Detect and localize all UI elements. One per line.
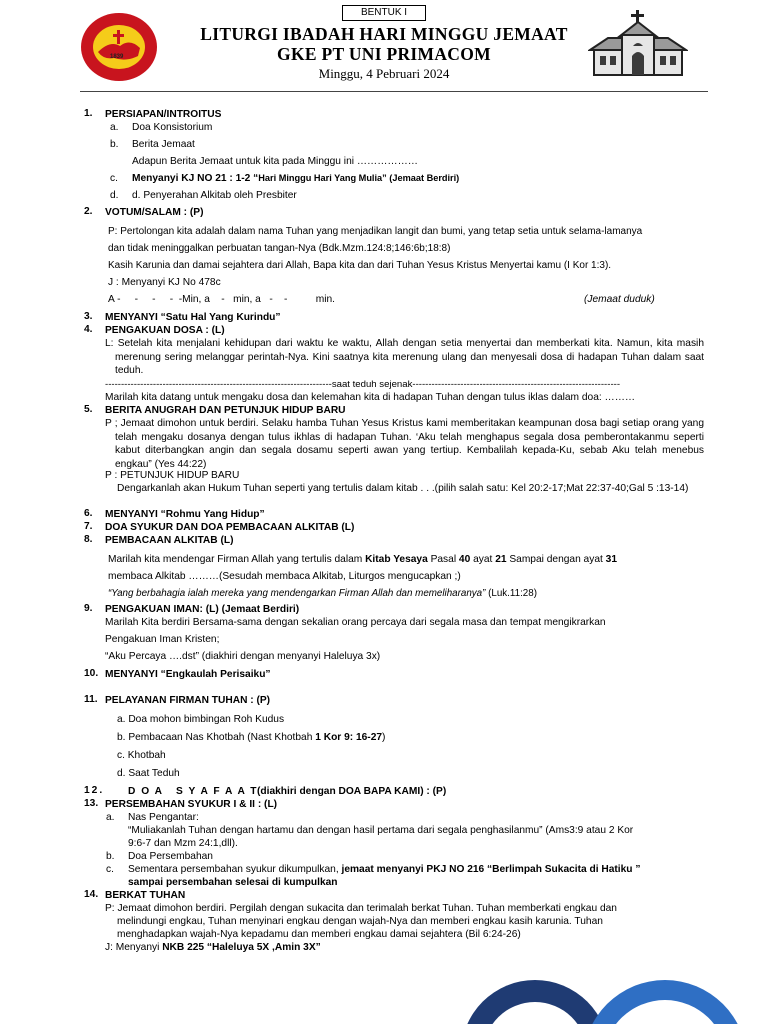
section-4-title: PENGAKUAN DOSA : (L) [105,325,225,336]
section-12-title: D O A S Y A F A A T [128,786,258,797]
s5-p2-text: Dengarkanlah akan Hukum Tuhan seperti yang tertulis dalam kitab . . .(pilih salah satu: Kel 20:2-17;Mat 22:37-40;Gal 5 :13-14) [117,483,689,494]
s14-p2: melindungi engkau, Tuhan menyinari engkau dengan wajah-Nya dan memberi engkau kasih karunia. Tuhan [117,916,603,927]
section-13-number: 13. [84,798,99,809]
section-3-title: MENYANYI “Satu Hal Yang Kurindu” [105,312,281,323]
section-8-title: PEMBACAAN ALKITAB (L) [105,535,234,546]
s2-p1: P: Pertolongan kita adalah dalam nama Tuhan yang menjadikan langit dan bumi, yang tetap setia untuk selama-lamanya [108,226,643,237]
s1-d-text: d. Penyerahan Alkitab oleh Presbiter [132,190,297,201]
decorative-wave-graphic [455,972,768,1024]
title-line-1: LITURGI IBADAH HARI MINGGU JEMAAT [200,24,568,44]
s1-c-marker: c. [110,173,118,184]
s1-a-text: Doa Konsistorium [132,122,213,133]
s2-amin-note: (Jemaat duduk) [584,294,655,305]
s13-c-marker: c. [106,864,114,875]
logo-year: 1839 [110,54,124,60]
section-13-title: PERSEMBAHAN SYUKUR I & II : (L) [105,799,278,810]
s14-p1: P: Jemaat dimohon berdiri. Pergilah dengan sukacita dan terimalah berkat Tuhan. Tuhan memberkati engkau dan [105,903,617,914]
section-8-number: 8. [84,534,93,545]
s9-l1: Marilah Kita berdiri Bersama-sama dengan sekalian orang percaya dari segala masa dan tempat mengikrarkan [105,617,606,628]
section-9-number: 9. [84,603,93,614]
s4-l-text: L: Setelah kita menjalani kehidupan dari waktu ke waktu, Allah dengan setia menyertai dan memberkati kita. Namun, kita masih merenung sering melanggar perintah-Nya. Kini saatnya kita merenung ulang dan menyesali dosa di hadapan Tuhan dalam saat teduh. [105,338,704,376]
section-4-number: 4. [84,324,93,335]
s9-l3: “Aku Percaya ….dst” (diakhiri dengan menyanyi Haleluya 3x) [105,651,381,662]
section-5-number: 5. [84,404,93,415]
s1-b-text: Berita Jemaat [132,139,195,150]
s5-p2-label: P : PETUNJUK HIDUP BARU [105,470,240,481]
s13-a-quote2: 9:6-7 dan Mzm 24:1,dll). [128,838,238,849]
section-6-number: 6. [84,508,93,519]
s13-b-marker: b. [106,851,115,862]
s8-l2: membaca Alkitab ………(Sesudah membaca Alkitab, Liturgos mengucapkan ;) [108,571,461,582]
section-6-title: MENYANYI “Rohmu Yang Hidup” [105,509,265,520]
s1-b-marker: b. [110,139,119,150]
s2-j: J : Menyanyi KJ No 478c [108,277,221,288]
s14-p3: menghadapkan wajah-Nya kepadamu dan memberi engkau damai sejahtera (Bil 6:24-26) [117,929,521,940]
s2-p2: dan tidak meninggalkan perbuatan tangan-Nya (Bdk.Mzm.124:8;146:6b;18:8) [108,243,451,254]
s9-l2: Pengakuan Iman Kristen; [105,634,220,645]
s14-j: J: Menyanyi NKB 225 “Haleluya 5X ,Amin 3X” [105,942,321,953]
section-2-number: 2. [84,206,93,217]
s13-a-text: Nas Pengantar: [128,812,199,823]
s1-a-marker: a. [110,122,119,133]
s5-p-text: P ; Jemaat dimohon untuk berdiri. Selaku hamba Tuhan Yesus Kristus kami memberitakan keampunan dosa bagi setiap orang yang telah mengaku dosanya dengan tulus ikhlas di hadapan Tuhan. ‘Aku telah menghapus segala dosa pemberontakanmu seperti kabut diterbangkan angin dan segala dosamu seperti awan yang tertiup. Kembalilah kepada-Ku, sebab Aku telah menebus engkau” (Yes 44:22) [105,418,704,470]
section-7-title: DOA SYUKUR DAN DOA PEMBACAAN ALKITAB (L) [105,522,355,533]
s11-a: a. Doa mohon bimbingan Roh Kudus [117,714,285,725]
s8-l1: Marilah kita mendengar Firman Allah yang tertulis dalam Kitab Yesaya Pasal 40 ayat 21 Sampai dengan ayat 31 [108,554,617,565]
s4-divider: -----------------------------------------------------------------------saat teduh sejenak----------------------------------------------------------------- [105,379,621,390]
s8-l3: “Yang berbahagia ialah mereka yang mendengarkan Firman Allah dan memeliharanya” (Luk.11:28) [108,588,537,599]
church-building-icon [588,10,688,78]
section-10-number: 10. [84,668,99,679]
section-14-number: 14. [84,889,99,900]
form-label: BENTUK I [342,5,426,21]
section-7-number: 7. [84,521,93,532]
s1-d-marker: d. [110,190,119,201]
section-2-title: VOTUM/SALAM : (P) [105,207,204,218]
section-1-number: 1. [84,108,93,119]
s2-amin: A - - - - -Min, a - min, a - - min. [108,294,335,305]
section-12-number: 12. [84,785,105,796]
section-3-number: 3. [84,311,93,322]
section-9-title: PENGAKUAN IMAN: (L) (Jemaat Berdiri) [105,604,300,615]
header-divider [80,91,708,92]
s13-a-quote1: “Muliakanlah Tuhan dengan hartamu dan dengan hasil pertama dari segala penghasilanmu” (Ams3:9 atau 2 Kor [128,825,634,836]
s13-c-text-2: sampai persembahan selesai di kumpulkan [128,877,338,888]
s1-c-text: Menyanyi KJ NO 21 : 1-2 “Hari Minggu Hari Yang Mulia” (Jemaat Berdiri) [132,173,460,184]
section-14-title: BERKAT TUHAN [105,890,186,901]
section-11-title: PELAYANAN FIRMAN TUHAN : (P) [105,695,271,706]
section-12-note: (diakhiri dengan DOA BAPA KAMI) : (P) [257,786,447,797]
s13-a-marker: a. [106,812,115,823]
s4-after: Marilah kita datang untuk mengaku dosa dan kelemahan kita di hadapan Tuhan dengan tulus iklas dalam doa: ……… [105,392,636,403]
section-5-title: BERITA ANUGRAH DAN PETUNJUK HIDUP BARU [105,405,346,416]
s2-p3: Kasih Karunia dan damai sejahtera dari Allah, Bapa kita dan dari Tuhan Yesus Kristus Menyertai kamu (I Kor 1:3). [108,260,612,271]
s13-c-text: Sementara persembahan syukur dikumpulkan, jemaat menyanyi PKJ NO 216 “Berlimpah Sukacita di Hatiku ” [128,864,641,875]
title-line-2: GKE PT UNI PRIMACOM [277,44,491,64]
service-date: Minggu, 4 Pebruari 2024 [318,66,450,81]
section-10-title: MENYANYI “Engkaulah Perisaiku” [105,669,271,680]
s1-b-detail: Adapun Berita Jemaat untuk kita pada Minggu ini ……………… [132,156,418,167]
section-1-title: PERSIAPAN/INTROITUS [105,109,222,120]
s11-b: b. Pembacaan Nas Khotbah (Nast Khotbah 1 Kor 9: 16-27) [117,732,386,743]
s11-d: d. Saat Teduh [117,768,180,779]
s13-b-text: Doa Persembahan [128,851,213,862]
s11-c: c. Khotbah [117,750,166,761]
section-11-number: 11. [84,694,98,705]
